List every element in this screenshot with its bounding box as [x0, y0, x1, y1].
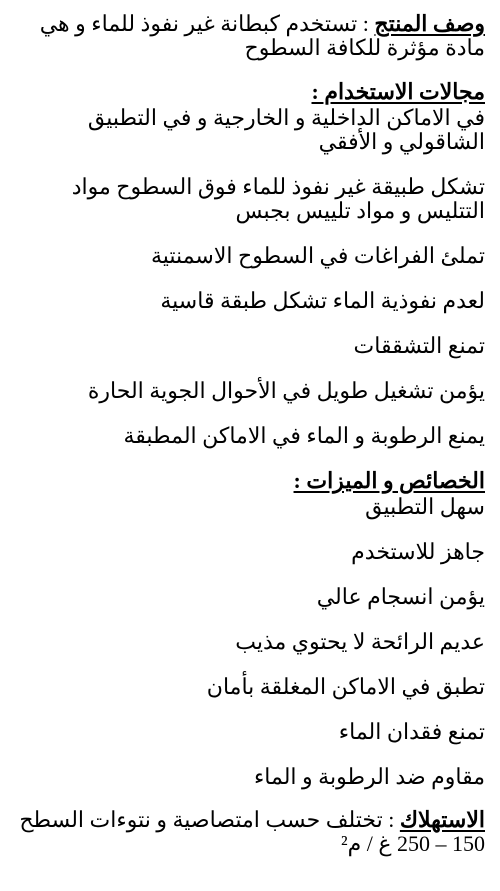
consumption-amount: 150 – 250 غ / م²: [341, 831, 485, 856]
feature-item: مقاوم ضد الرطوبة و الماء: [253, 764, 485, 789]
features-list: [13, 495, 485, 789]
usage-item: تشكل طبيقة غير نفوذ للماء فوق السطوح مواد التتليس و مواد تلييس بجبس: [71, 174, 485, 223]
usage-item: يمنع الرطوبة و الماء في الاماكن المطبقة: [123, 423, 485, 448]
usage-item: لعدم نفوذية الماء تشكل طبقة قاسية: [160, 288, 485, 313]
description-text: تستخدم كبطانة غير نفوذ للماء و هي مادة مؤثرة للكافة السطوح: [39, 11, 485, 60]
feature-item: عديم الرائحة لا يحتوي مذيب: [235, 629, 485, 654]
feature-item: تطبق في الاماكن المغلقة بأمان: [206, 674, 485, 699]
usage-heading: مجالات الاستخدام :: [311, 79, 485, 104]
feature-item: جاهز للاستخدم: [351, 539, 485, 564]
feature-item: تمنع فقدان الماء: [338, 719, 485, 744]
consumption-separator: :: [382, 807, 400, 832]
usage-item: تملئ الفراغات في السطوح الاسمنتية: [150, 243, 485, 268]
feature-item: يؤمن انسجام عالي: [316, 584, 485, 609]
usage-list: [13, 106, 485, 448]
features-heading: الخصائص و الميزات :: [293, 468, 485, 493]
consumption-label: الاستهلاك: [399, 807, 485, 832]
usage-item: تمنع التشققات: [353, 333, 485, 358]
product-datasheet: [13, 12, 485, 856]
usage-item: في الاماكن الداخلية و الخارجية و في التطبيق الشاقولي و الأفقي: [87, 105, 485, 154]
description-separator: :: [357, 11, 375, 36]
usage-item: يؤمن تشغيل طويل في الأحوال الجوية الحارة: [87, 378, 485, 403]
consumption-text: تختلف حسب امتصاصية و نتوءات السطح: [19, 807, 383, 832]
feature-item: سهل التطبيق: [365, 494, 485, 519]
product-description: [13, 12, 485, 60]
description-label: وصف المنتج: [374, 11, 485, 36]
consumption: [13, 808, 485, 832]
